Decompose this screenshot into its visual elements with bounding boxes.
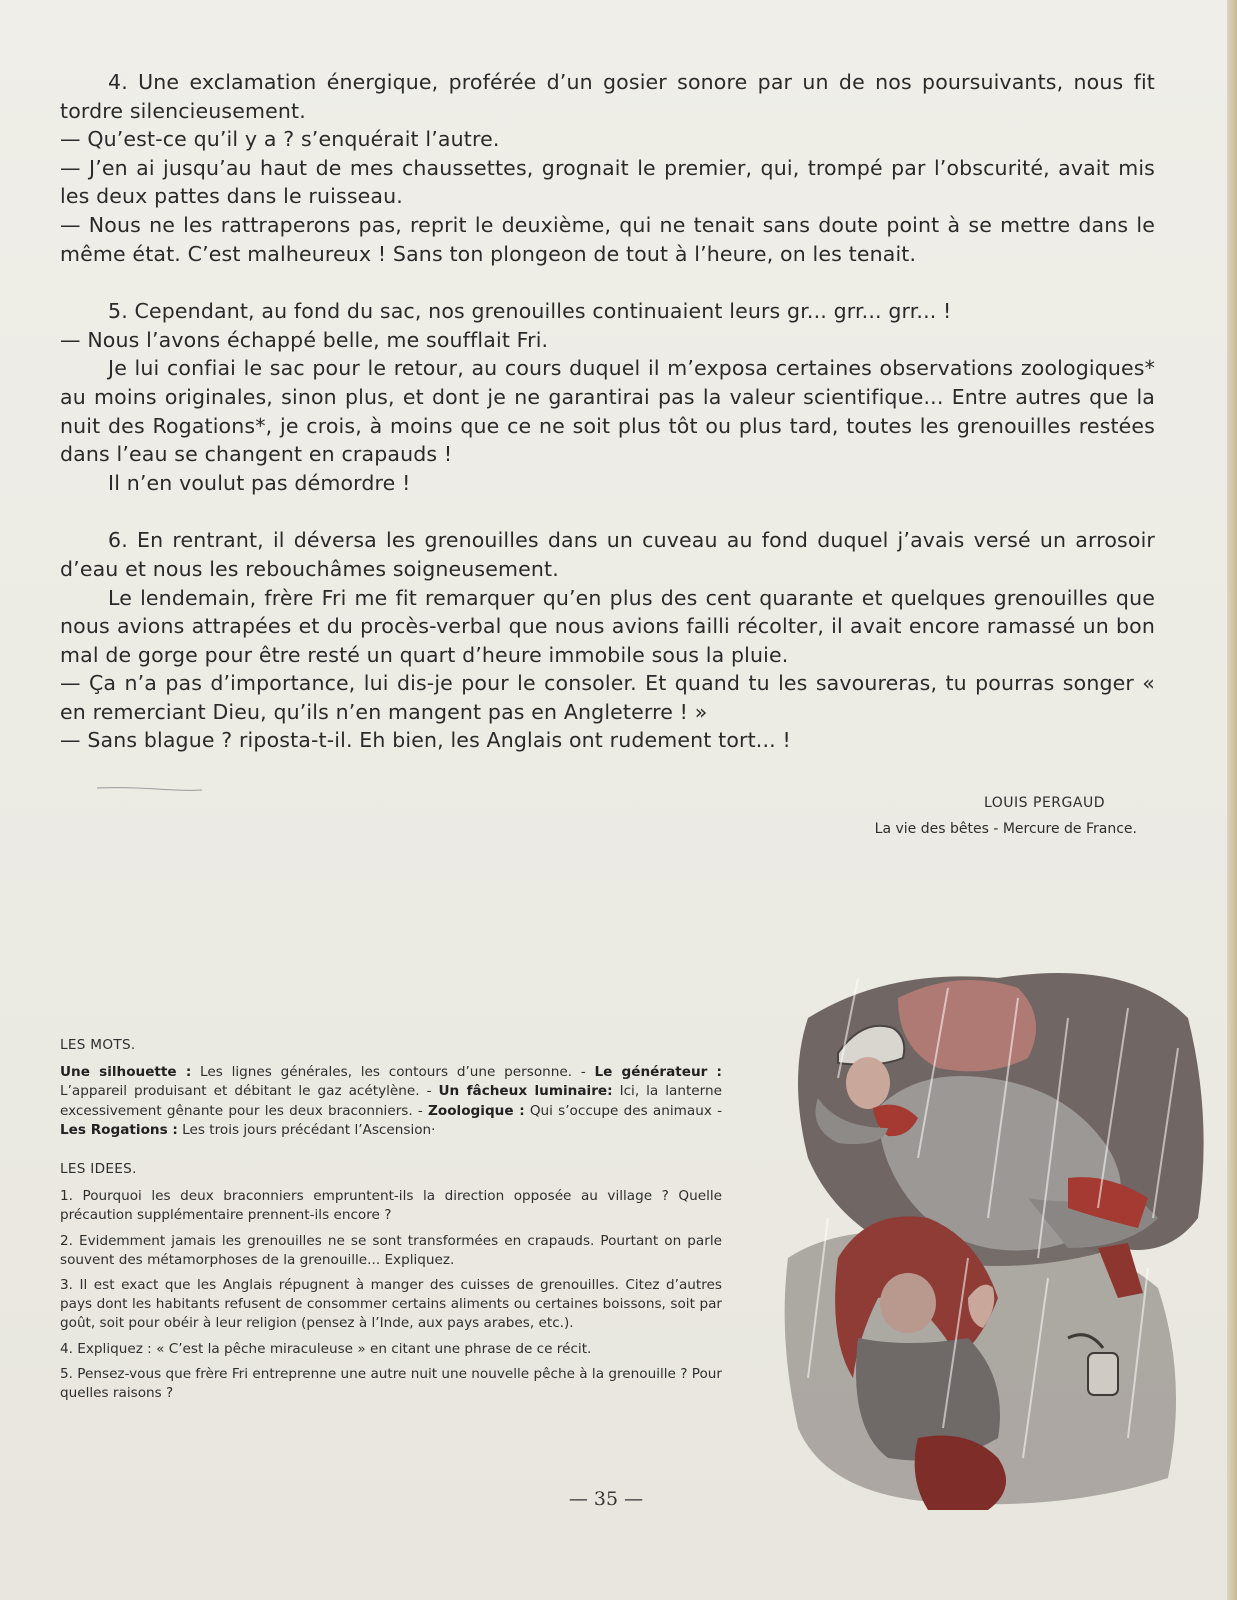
page-number: — 35 — [568,1488,644,1510]
paragraph-6-opening: 6. En rentrant, il déversa les grenouilles dans un cuveau au fond duquel j’avais versé un arrosoir d’eau et nous les rebouchâmes soigneusement. [60,528,1155,581]
main-text [60,68,1155,755]
pencil-mark [97,786,202,792]
dialogue-line: — Qu’est-ce qu’il y a ? s’enquérait l’autre. [60,127,500,152]
paragraph-5-opening: 5. Cependant, au fond du sac, nos grenouilles continuaient leurs gr... grr... grr... ! [108,299,952,324]
glossary-term: Les Rogations : [60,1121,178,1138]
dialogue-line: — Sans blague ? riposta-t-il. Eh bien, les Anglais ont rudement tort... ! [60,728,791,753]
question-item: 1. Pourquoi les deux braconniers empruntent-ils la direction opposée au village ? Quelle précaution supplémentaire prennent-ils encore ? [60,1188,722,1224]
exercises-section [60,1036,722,1409]
paragraph-4-opening: 4. Une exclamation énergique, proférée d’un gosier sonore par un de nos poursuivants, nous fit tordre silencieusement. [60,70,1155,123]
poachers-in-rain-illustration [768,958,1218,1510]
glossary-term: Une silhouette : [60,1064,192,1081]
mots-glossary [60,1063,722,1140]
paragraph-text: Il n’en voulut pas démordre ! [108,470,411,495]
author-name: LOUIS PERGAUD [983,795,1105,811]
source-reference: La vie des bêtes - Mercure de France. [874,821,1137,837]
glossary-definition: Les lignes générales, les contours d’une personne. - [191,1064,595,1081]
glossary-definition: Qui s’occupe des animaux - [524,1102,722,1119]
glossary-term: Un fâcheux luminaire: [438,1083,613,1100]
page-edge [1227,0,1237,1600]
paragraph-text: Je lui confiai le sac pour le retour, au cours duquel il m’exposa certaines observations zoologiques* au moins originales, sinon plus, et dont je ne garantirai pas la valeur scientifique... Entre autres que la nuit des Rogations*, je crois, à moins que ce ne soit plus tôt ou plus tard, toutes les grenouilles restées dans l’eau se changent en crapauds ! [60,356,1155,467]
question-item: 2. Evidemment jamais les grenouilles ne se sont transformées en crapauds. Pourtant on parle souvent des métamorphoses de la grenouille... Expliquez. [60,1232,722,1268]
glossary-term: Zoologique : [428,1102,525,1119]
glossary-definition: Les trois jours précédant l’Ascension· [177,1121,436,1138]
attribution [717,790,1137,842]
glossary-term: Le générateur : [594,1064,722,1081]
dialogue-line: — Nous l’avons échappé belle, me soufflait Fri. [60,327,549,352]
idees-heading: LES IDEES. [60,1161,137,1178]
glossary-definition: L’appareil produisant et débitant le gaz acétylène. - [60,1083,439,1100]
dialogue-line: — Nous ne les rattraperons pas, reprit le deuxième, qui ne tenait sans doute point à se mettre dans le même état. C’est malheureux ! Sans ton plongeon de tout à l’heure, on les tenait. [60,212,1155,266]
question-item: 5. Pensez-vous que frère Fri entreprenne une autre nuit une nouvelle pêche à la grenouille ? Pour quelles raisons ? [60,1365,722,1402]
glossary-definition: Ici, la lanterne excessivement gênante pour les deux braconniers. - [60,1083,723,1119]
question-item: 3. Il est exact que les Anglais répugnent à manger des cuisses de grenouilles. Citez d’autres pays dont les habitants refusent de consommer certains aliments ou certaines boissons, soit par goût, soit pour obéir à leur religion (pensez à l’Inde, aux pays arabes, etc.). [60,1277,722,1332]
question-item: 4. Expliquez : « C’est la pêche miraculeuse » en citant une phrase de ce récit. [60,1340,592,1357]
mots-heading: LES MOTS. [60,1037,136,1053]
dialogue-line: — J’en ai jusqu’au haut de mes chaussettes, grognait le premier, qui, trompé par l’obscurité, avait mis les deux pattes dans le ruisseau. [60,155,1155,209]
dialogue-line: — Ça n’a pas d’importance, lui dis-je pour le consoler. Et quand tu les savoureras, tu pourras songer « en remerciant Dieu, qu’ils n’en mangent pas en Angleterre ! » [60,671,1155,724]
paragraph-text: Le lendemain, frère Fri me fit remarquer qu’en plus des cent quarante et quelques grenouilles que nous avions attrapées et du procès-verbal que nous avions failli récolter, il avait encore ramassé un bon mal de gorge pour être resté un quart d’heure immobile sous la pluie. [60,585,1155,667]
